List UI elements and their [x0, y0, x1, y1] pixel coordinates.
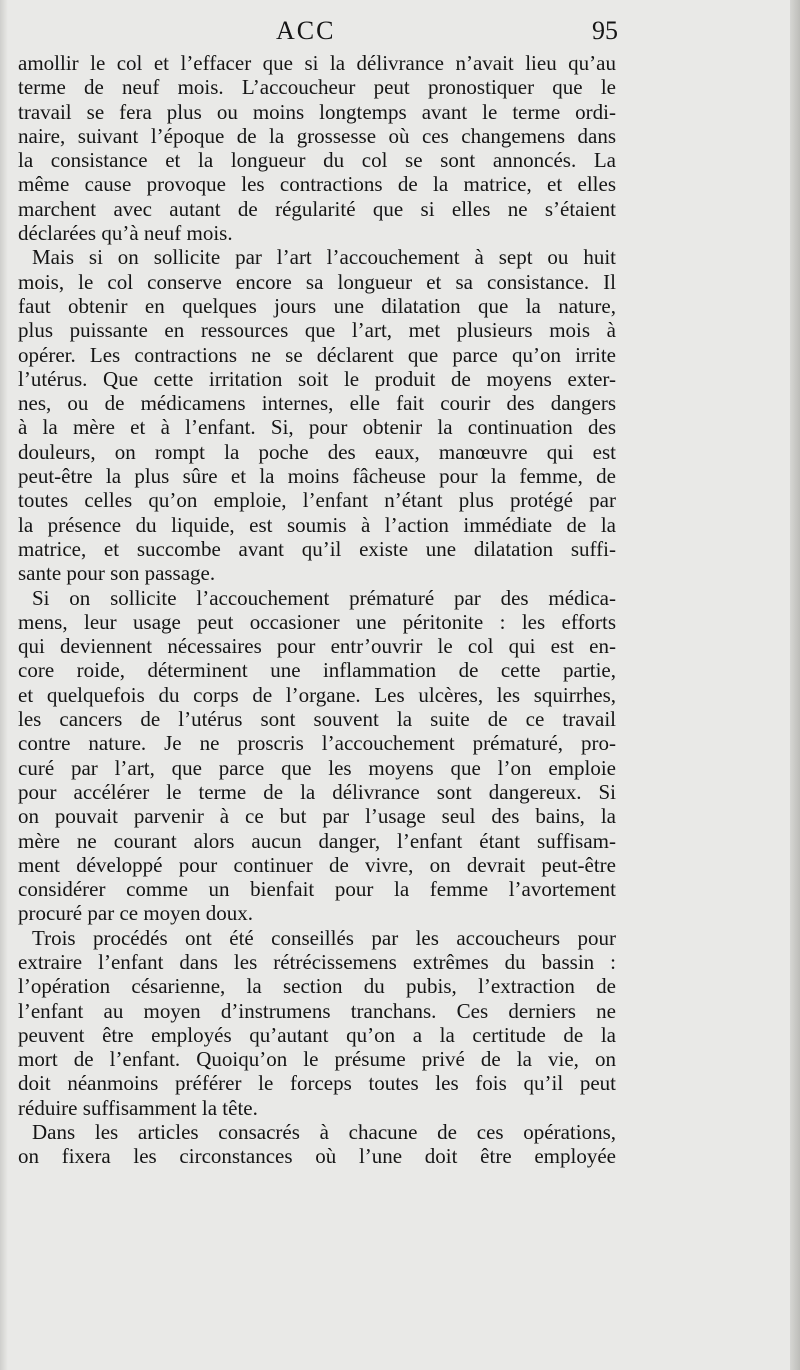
- text-line: marchent avec autant de régularité que si elles ne s’étaient: [18, 196, 616, 221]
- text-line: toutes celles qu’on emploie, l’enfant n’étant plus protégé par: [18, 488, 616, 513]
- text-line: mère ne courant alors aucun danger, l’enfant étant suffisam-: [18, 828, 616, 853]
- text-line: déclarées qu’à neuf mois.: [18, 221, 233, 246]
- running-head: ACC: [276, 16, 336, 45]
- text-line: curé par l’art, que parce que les moyens que l’on emploie: [18, 755, 616, 780]
- page-number: 95: [592, 16, 618, 45]
- text-line: Si on sollicite l’accouchement prématuré par des médica-: [32, 585, 616, 610]
- text-line: ment développé pour continuer de vivre, on devrait peut-être: [18, 852, 616, 877]
- text-line: matrice, et succombe avant qu’il existe une dilatation suffi-: [18, 536, 616, 561]
- text-line: sante pour son passage.: [18, 561, 216, 586]
- text-line: amollir le col et l’effacer que si la délivrance n’avait lieu qu’au: [18, 51, 616, 75]
- text-line: opérer. Les contractions ne se déclarent que parce qu’on irrite: [18, 342, 616, 367]
- page-right-edge: [790, 0, 800, 1370]
- text-line: mois, le col conserve encore sa longueur et sa consistance. Il: [18, 269, 616, 294]
- text-line: Trois procédés ont été conseillés par les accoucheurs pour: [32, 925, 616, 950]
- text-line: doit néanmoins préférer le forceps toutes les fois qu’il peut: [18, 1071, 616, 1096]
- text-line: travail se fera plus ou moins longtemps avant le terme ordi-: [18, 99, 616, 124]
- text-line: la présence du liquide, est soumis à l’action immédiate de la: [18, 512, 616, 537]
- page-header: [18, 16, 618, 50]
- text-line: mort de l’enfant. Quoiqu’on le présume privé de la vie, on: [18, 1047, 616, 1072]
- text-line: Mais si on sollicite par l’art l’accouchement à sept ou huit: [32, 245, 616, 270]
- text-line: même cause provoque les contractions de la matrice, et elles: [18, 172, 616, 197]
- text-line: nes, ou de médicamens internes, elle fait courir des dangers: [18, 391, 616, 416]
- text-line: l’utérus. Que cette irritation soit le produit de moyens exter-: [18, 366, 616, 391]
- text-line: réduire suffisamment la tête.: [18, 1095, 258, 1120]
- text-line: extraire l’enfant dans les rétrécissemens extrêmes du bassin :: [18, 949, 616, 974]
- text-line: les cancers de l’utérus sont souvent la suite de ce travail: [18, 707, 616, 732]
- text-line: faut obtenir en quelques jours une dilatation que la nature,: [18, 293, 616, 318]
- body-text: [18, 51, 616, 1169]
- text-line: douleurs, on rompt la poche des eaux, manœuvre qui est: [18, 439, 616, 464]
- text-line: peut-être la plus sûre et la moins fâcheuse pour la femme, de: [18, 464, 616, 489]
- text-line: plus puissante en ressources que l’art, met plusieurs mois à: [18, 318, 616, 343]
- text-line: contre nature. Je ne proscris l’accouchement prématuré, pro-: [18, 731, 616, 756]
- text-line: mens, leur usage peut occasioner une péritonite : les efforts: [18, 609, 616, 634]
- text-line: Dans les articles consacrés à chacune de ces opérations,: [32, 1120, 616, 1145]
- text-line: pour accélérer le terme de la délivrance sont dangereux. Si: [18, 779, 616, 804]
- text-line: on fixera les circonstances où l’une doit être employée: [18, 1144, 616, 1169]
- text-line: l’enfant au moyen d’instrumens tranchans. Ces derniers ne: [18, 998, 616, 1023]
- text-line: l’opération césarienne, la section du pubis, l’extraction de: [18, 974, 616, 999]
- text-line: qui deviennent nécessaires pour entr’ouvrir le col qui est en-: [18, 634, 616, 659]
- text-line: et quelquefois du corps de l’organe. Les ulcères, les squirrhes,: [18, 682, 616, 707]
- text-line: considérer comme un bienfait pour la femme l’avortement: [18, 877, 616, 902]
- text-line: terme de neuf mois. L’accoucheur peut pronostiquer que le: [18, 75, 616, 100]
- text-line: naire, suivant l’époque de la grossesse où ces changemens dans: [18, 123, 616, 148]
- page-left-edge: [0, 0, 8, 1370]
- text-line: procuré par ce moyen doux.: [18, 901, 253, 926]
- text-line: on pouvait parvenir à ce but par l’usage seul des bains, la: [18, 804, 616, 829]
- text-line: peuvent être employés qu’autant qu’on a la certitude de la: [18, 1022, 616, 1047]
- text-line: la consistance et la longueur du col se sont annoncés. La: [18, 148, 616, 173]
- text-line: core roide, déterminent une inflammation de cette partie,: [18, 658, 616, 683]
- text-line: à la mère et à l’enfant. Si, pour obtenir la continuation des: [18, 415, 616, 440]
